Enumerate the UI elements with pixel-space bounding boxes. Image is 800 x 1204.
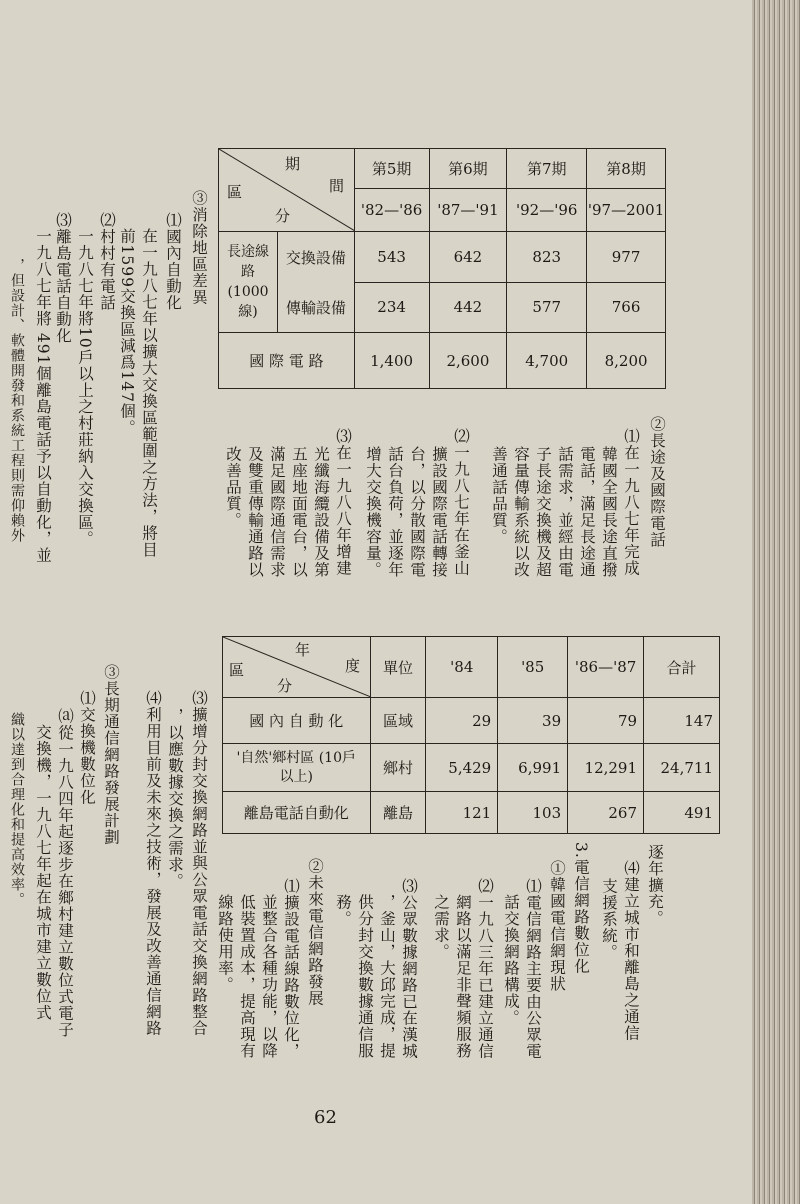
table-cell: 642 bbox=[429, 232, 507, 283]
table-cell: 2,600 bbox=[429, 333, 507, 389]
table-cell: 977 bbox=[587, 232, 666, 283]
row-label: 傳輸設備 bbox=[285, 298, 346, 317]
text-column: ②長途及國際電話 bbox=[648, 416, 666, 548]
text-column: 供分封交換數據通信服 bbox=[356, 894, 374, 1059]
table-cell: 234 bbox=[354, 282, 429, 333]
text-column: ①韓國電信網現狀 bbox=[548, 860, 566, 992]
table-cell: 147 bbox=[644, 698, 720, 744]
table-cell: 267 bbox=[568, 792, 644, 834]
text-column: 五座地面電台，以 bbox=[290, 446, 308, 578]
text-column: ⑵一九八三年已建立通信 bbox=[476, 878, 494, 1060]
table1-corner-header: 期 間 區 分 bbox=[219, 149, 355, 232]
text-column: 網路以滿足非聲頻服務 bbox=[454, 894, 472, 1059]
column-header: '85 bbox=[498, 637, 568, 698]
text-column: 前1599交換區減爲147個。 bbox=[118, 228, 136, 437]
table-cell: 12,291 bbox=[568, 744, 644, 792]
text-column: ⑴國內自動化 bbox=[164, 212, 182, 311]
row-label: 國 內 自 動 化 bbox=[223, 698, 371, 744]
text-column: ，以應數據交換之需求。 bbox=[166, 708, 184, 890]
text-column: 在一九八七年以擴大交換區範圍之方法，將目 bbox=[140, 228, 158, 558]
period-header: 第8期 bbox=[587, 149, 666, 189]
text-column: ，釜山，大邱完成，提 bbox=[378, 894, 396, 1059]
text-column: ⑶在一九八八年增建 bbox=[334, 428, 352, 577]
text-column: ⑷利用目前及未來之技術，發展及改善通信網路 bbox=[144, 690, 162, 1037]
text-column: 務。 bbox=[334, 894, 352, 927]
text-column: 3.電信網路數位化 bbox=[572, 842, 590, 975]
row-label: 離島電話自動化 bbox=[223, 792, 371, 834]
text-column: ⑷建立城市和離島之通信 bbox=[622, 860, 640, 1042]
text-column: ⑶擴增分封交換網路並與公眾電話交換網路整合 bbox=[190, 690, 208, 1037]
text-column: 支援系統。 bbox=[600, 878, 618, 961]
text-column: ⑵村村有電話 bbox=[98, 212, 116, 311]
table-cell: 442 bbox=[429, 282, 507, 333]
text-column: 線路使用率。 bbox=[216, 894, 234, 993]
text-column: 交換機，一九八七年起在城市建立數位式 bbox=[34, 724, 52, 1021]
text-column: 容量傳輸系統以改 bbox=[512, 446, 530, 578]
automation-table bbox=[222, 636, 720, 834]
table-cell: 79 bbox=[568, 698, 644, 744]
text-column: 一九八七年將 491個離島電話予以自動化，並 bbox=[34, 228, 52, 564]
row-label: '自然'鄉村區 (10戶以上) bbox=[223, 744, 371, 792]
table-cell: 491 bbox=[644, 792, 720, 834]
text-column: 滿足國際通信需求 bbox=[268, 446, 286, 578]
text-column: 織以達到合理化和提高效率。 bbox=[9, 712, 25, 907]
text-column: 改善品質。 bbox=[224, 446, 242, 529]
text-column: 話交換網路構成。 bbox=[502, 894, 520, 1026]
table-cell: 5,429 bbox=[426, 744, 498, 792]
row-label: 國 際 電 路 bbox=[219, 333, 355, 389]
long-distance-label: 長途線路(1000線) bbox=[219, 232, 278, 332]
table-cell: 29 bbox=[426, 698, 498, 744]
column-header: '84 bbox=[426, 637, 498, 698]
table-cell: 39 bbox=[498, 698, 568, 744]
text-column: 及雙重傳輸通路以 bbox=[246, 446, 264, 578]
table-cell: 4,700 bbox=[507, 333, 587, 389]
text-column: ⒜從一九八四年起逐步在鄉村建立數位式電子 bbox=[56, 708, 74, 1038]
text-column: 善通話品質。 bbox=[490, 446, 508, 545]
text-column: ②未來電信網路發展 bbox=[306, 858, 324, 1007]
column-header: 單位 bbox=[370, 637, 426, 698]
unit-cell: 區域 bbox=[370, 698, 426, 744]
text-column: 逐年擴充。 bbox=[646, 844, 664, 927]
text-column: 擴設國際電話轉接 bbox=[430, 446, 448, 578]
table2-corner-header: 年 度 區 分 bbox=[223, 637, 371, 698]
table-cell: 1,400 bbox=[354, 333, 429, 389]
unit-cell: 離島 bbox=[370, 792, 426, 834]
text-column: 電話，滿足長途通 bbox=[578, 446, 596, 578]
text-column: 台，以分散國際電 bbox=[408, 446, 426, 578]
text-column: 子長途交換機及超 bbox=[534, 446, 552, 578]
column-header: 合計 bbox=[644, 637, 720, 698]
text-column: ⑶公眾數據網路已在漢城 bbox=[400, 878, 418, 1060]
table-cell: 577 bbox=[507, 282, 587, 333]
text-column: ，但設計、軟體開發和系統工程則需仰賴外 bbox=[9, 258, 25, 543]
text-column: 韓國全國長途直撥 bbox=[600, 446, 618, 578]
page-number: 62 bbox=[314, 1107, 337, 1128]
text-column: ③長期通信網路發展計劃 bbox=[102, 664, 120, 846]
table-cell: 8,200 bbox=[587, 333, 666, 389]
unit-cell: 鄉村 bbox=[370, 744, 426, 792]
table-cell: 103 bbox=[498, 792, 568, 834]
text-column: ⑵一九八七年在釜山 bbox=[452, 428, 470, 577]
text-column: 一九八七年將10戶以上之村莊納入交換區。 bbox=[76, 228, 94, 547]
text-column: 話台負荷，並逐年 bbox=[386, 446, 404, 578]
table-cell: 6,991 bbox=[498, 744, 568, 792]
period-header: 第6期 bbox=[429, 149, 507, 189]
text-column: 之需求。 bbox=[432, 894, 450, 960]
column-header: '86—'87 bbox=[568, 637, 644, 698]
year-range: '87—'91 bbox=[429, 189, 507, 232]
table-cell: 543 bbox=[354, 232, 429, 283]
long-distance-table bbox=[218, 148, 666, 389]
table-cell: 24,711 bbox=[644, 744, 720, 792]
text-column: 並整合各種功能，以降 bbox=[260, 894, 278, 1059]
text-column: ⑴擴設電話線路數位化， bbox=[282, 878, 300, 1060]
text-column: 光纖海纜設備及第 bbox=[312, 446, 330, 578]
text-column: ⑶離島電話自動化 bbox=[54, 212, 72, 344]
year-range: '97—2001 bbox=[587, 189, 666, 232]
table-cell: 823 bbox=[507, 232, 587, 283]
text-column: 低裝置成本，提高現有 bbox=[238, 894, 256, 1059]
row-label: 交換設備 bbox=[285, 248, 346, 267]
table-cell: 121 bbox=[426, 792, 498, 834]
year-range: '82—'86 bbox=[354, 189, 429, 232]
text-column: ③消除地區差異 bbox=[190, 190, 208, 306]
text-column: 話需求，並經由電 bbox=[556, 446, 574, 578]
table-cell: 766 bbox=[587, 282, 666, 333]
period-header: 第5期 bbox=[354, 149, 429, 189]
text-column: ⑴電信網路主要由公眾電 bbox=[524, 878, 542, 1060]
text-column: ⑴交換機數位化 bbox=[78, 690, 96, 806]
text-column: 增大交換機容量。 bbox=[364, 446, 382, 578]
period-header: 第7期 bbox=[507, 149, 587, 189]
book-page-edge bbox=[752, 0, 800, 1204]
text-column: ⑴在一九八七年完成 bbox=[622, 428, 640, 577]
year-range: '92—'96 bbox=[507, 189, 587, 232]
